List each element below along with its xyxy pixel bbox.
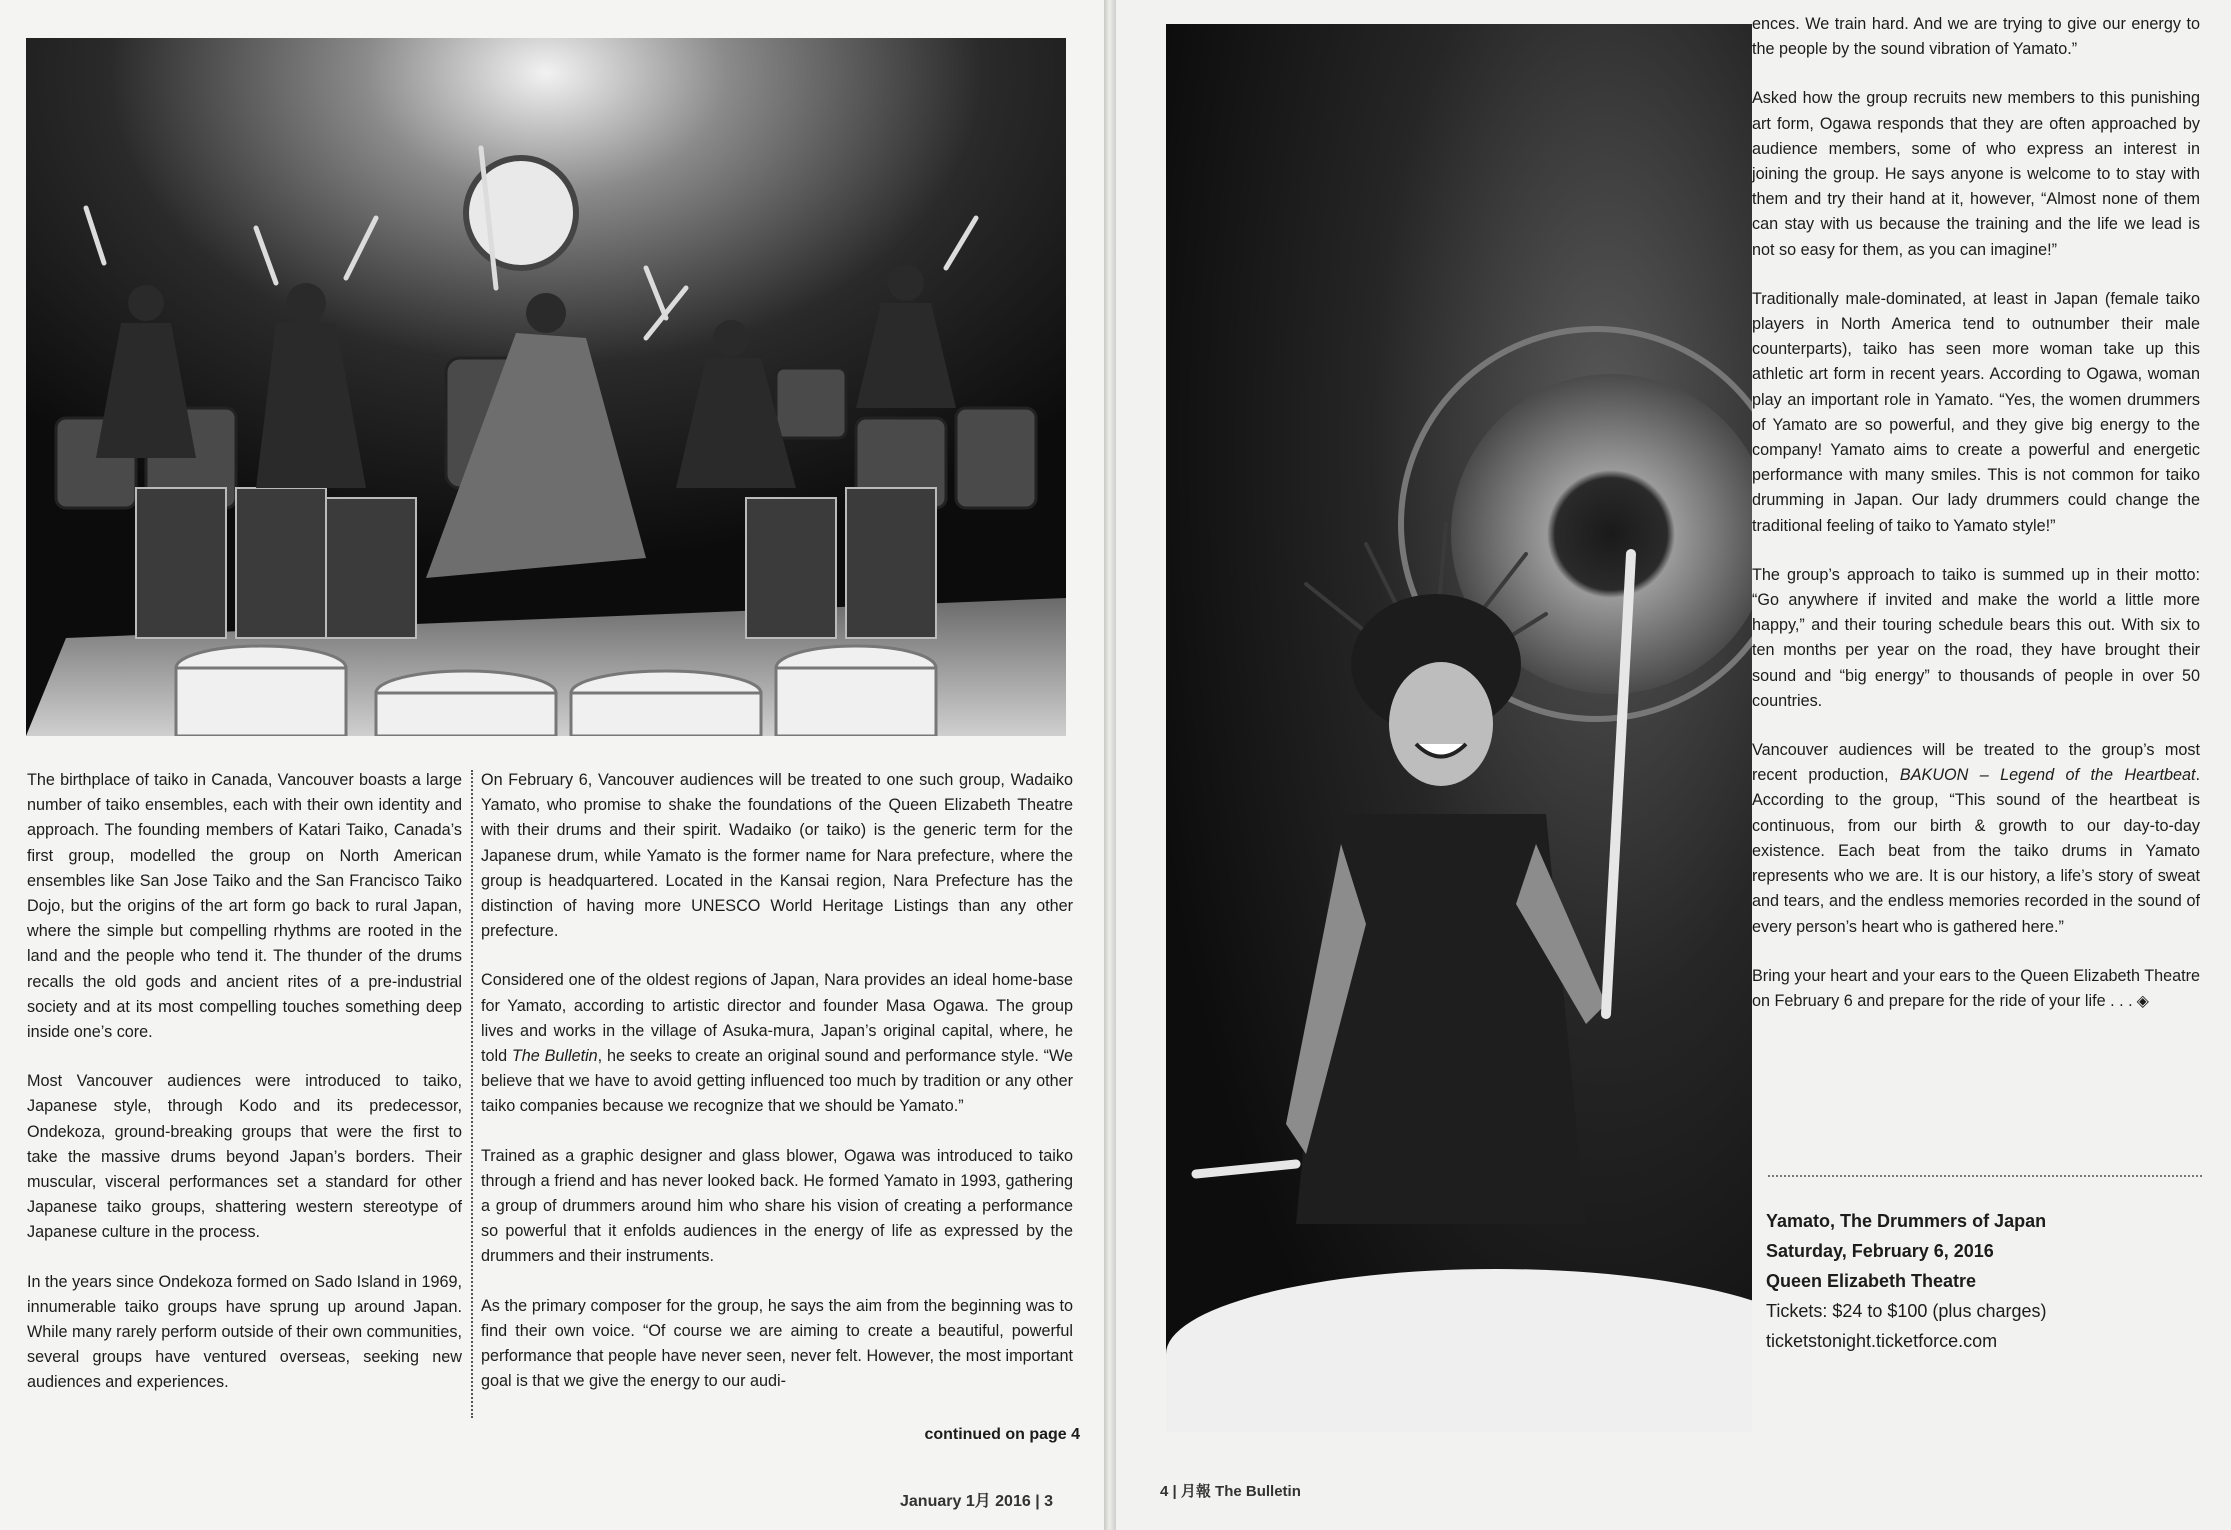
paragraph: Traditionally male-dominated, at least in Japan (female taiko players in North America tend to outnumber their male counterparts), taiko has seen more woman take up this athletic art form in recent years. According to Ogawa, woman play an important role in Yamato. “Yes, the women drummers of Yamato are so powerful, and they give big energy to the company! Yamato aims to create a powerful and energetic performance with many smiles. This is not common for taiko drumming in Japan. Our lady drummers could change the traditional feeling of taiko to Yamato style!” (1752, 289, 2200, 535)
production-title: BAKUON – Legend of the Heartbeat (1899, 766, 2196, 785)
drummer-portrait-photo (1166, 24, 1752, 1432)
page-folio-right: 4 | 月報 The Bulletin (1160, 1483, 1301, 1500)
paragraph: In the years since Ondekoza formed on Sado Island in 1969, innumerable taiko groups have sprung up around Japan. While many rarely perform outside of their own communities, several groups have ventured overseas, seeking new audiences and experiences. (27, 1272, 462, 1392)
publication-title: The Bulletin (511, 1047, 598, 1066)
page-folio-left: January 1月 2016 | 3 (900, 1493, 1054, 1510)
taiko-ensemble-photo (26, 38, 1066, 736)
article-column-2 (481, 768, 1073, 1418)
paragraph: The group’s approach to taiko is summed up in their motto: “Go anywhere if invited and make the world a little more happy,” and their touring schedule bears this out. With six to ten months per year on the road, they have brought their sound and “big energy” to thousands of people in over 50 countries. (1752, 565, 2200, 710)
text-run: Considered one of the oldest regions of Japan, Nara provides an ideal home-base for Yamato, according to artistic director and founder Masa Ogawa. The group lives and works in the village of Asuka-mura, Japan’s original capital, where, he told (481, 971, 1073, 1066)
article-column-3 (1752, 12, 2200, 1038)
end-mark-icon: ◈ (2136, 992, 2149, 1010)
paragraph: As the primary composer for the group, he says the aim from the beginning was to find their own voice. “Of course we are aiming to create a beautiful, powerful performance that people have never seen, never felt. However, the most important goal is that we give the energy to our audi- (481, 1296, 1073, 1391)
event-info-box (1766, 1206, 2206, 1356)
paragraph (1752, 964, 2200, 1014)
text-run: Bring your heart and your ears to the Queen Elizabeth Theatre on February 6 and prepare for the ride of your life . . . (1752, 966, 2200, 1010)
continued-note: continued on page 4 (924, 1426, 1080, 1443)
page-gutter (1104, 0, 1116, 1530)
dotted-divider (1768, 1175, 2202, 1177)
column-divider (471, 770, 473, 1418)
event-date: Saturday, February 6, 2016 (1766, 1241, 1994, 1261)
event-title: Yamato, The Drummers of Japan (1766, 1211, 2047, 1231)
paragraph (1752, 738, 2200, 940)
text-run: Vancouver audiences will be treated to the group’s most recent production, (1752, 741, 2200, 785)
paragraph: Most Vancouver audiences were introduced to taiko, Japanese style, through Kodo and its predecessor, Ondekoza, ground-breaking groups that were the first to take the massive drums beyond Japan’s borders. Their muscular, visceral performances set a standard for other Japanese taiko groups, shattering western stereotype of Japanese culture in the process. (27, 1072, 462, 1242)
paragraph: Asked how the group recruits new members to this punishing art form, Ogawa responds that they are often approached by audience members, some of who express an interest in joining the group. He says anyone is welcome to to stay with them and try their hand at it, however, “Almost none of them can stay with us because the training and the life we lead is not so easy for them, as you can imagine!” (1752, 89, 2200, 259)
paragraph: On February 6, Vancouver audiences will be treated to one such group, Wadaiko Yamato, who promise to shake the foundations of the Queen Elizabeth Theatre with their drums and their spirit. Wadaiko (or taiko) is the generic term for the Japanese drum, while Yamato is the former name for Nara prefecture, where the group is headquartered. Located in the Kansai region, Nara Prefecture has the distinction of having more UNESCO World Heritage Listings than any other prefecture. (481, 771, 1073, 941)
event-venue: Queen Elizabeth Theatre (1766, 1271, 1977, 1291)
paragraph: ences. We train hard. And we are trying to give our energy to the people by the sound vibration of Yamato.” (1752, 15, 2200, 59)
article-column-1 (27, 768, 462, 1420)
paragraph: The birthplace of taiko in Canada, Vancouver boasts a large number of taiko ensembles, each with their own identity and approach. The founding members of Katari Taiko, Canada’s first group, modelled the group on North American ensembles like San Jose Taiko and the San Francisco Taiko Dojo, but the origins of the art form go back to rural Japan, where the simple but compelling rhythms are rooted in the land and the people who tend it. The thunder of the drums recalls the old gods and ancient rites of a pre-industrial society and at its most compelling touches something deep inside one’s core. (27, 771, 462, 1042)
text-run: . According to the group, “This sound of the heartbeat is continuous, from our birth & growth to our day-to-day existence. Each beat from the taiko drums in Yamato represents who we are. It is our history, a life’s story of sweat and tears, and the endless memories recorded in the sound of every person’s heart who is gathered here.” (1752, 766, 2200, 936)
paragraph: Trained as a graphic designer and glass blower, Ogawa was introduced to taiko through a friend and has never looked back. He formed Yamato in 1993, gathering a group of drummers around him who share his vision of creating a performance so powerful that it enfolds audiences in the energy of life as expressed by the drummers and their instruments. (481, 1146, 1073, 1266)
ticket-url: ticketstonight.ticketforce.com (1766, 1331, 1998, 1351)
ticket-price: Tickets: $24 to $100 (plus charges) (1766, 1301, 2047, 1321)
text-run: , he seeks to create an original sound and performance style. “We believe that we have to avoid getting influenced too much by tradition or any other taiko companies because we recognize that we should be Yamato.” (481, 1047, 1073, 1116)
paragraph (481, 968, 1073, 1119)
